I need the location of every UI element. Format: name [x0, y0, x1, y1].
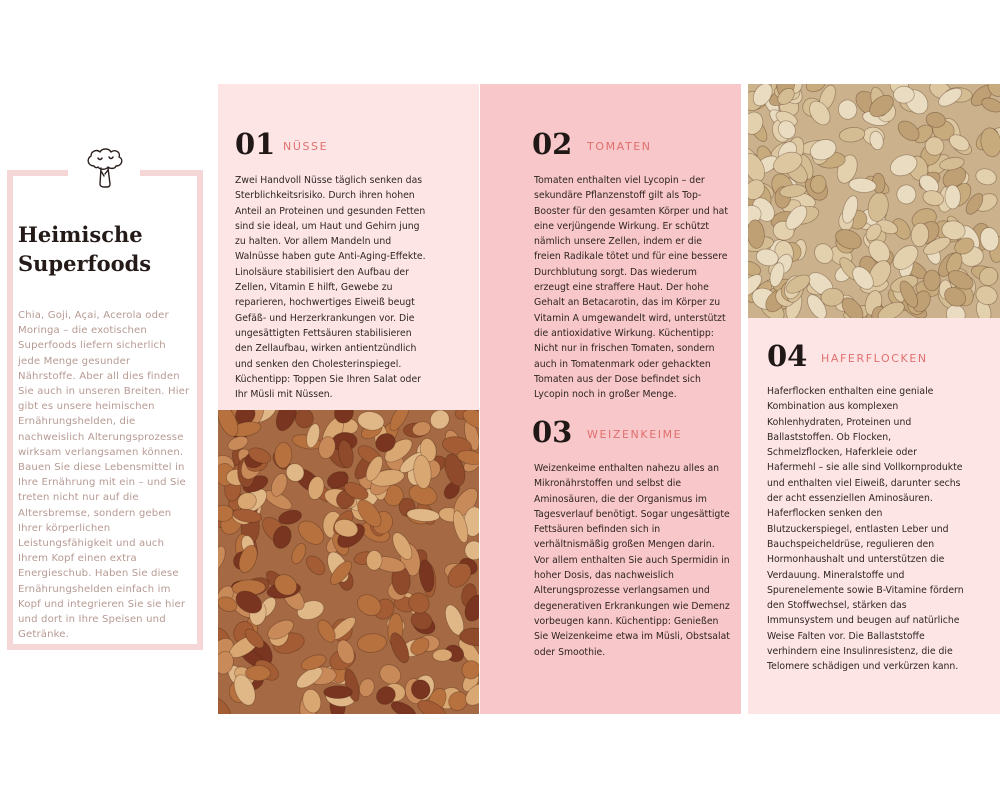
intro-title: [18, 220, 198, 278]
section-number: 02: [532, 127, 573, 161]
oat-flake-shape: [893, 86, 914, 103]
section-text: Tomaten enthalten viel Lycopin – der sekundäre Pflanzenstoff gilt als Top-Booster für den gesamten Körper und hat eine verjüngende Wirkung. Er schützt nämlich unsere Zellen, indem er die freien Radikale tötet und für eine bessere Durchblutung sorgt. Das wiederum erzeugt eine straffere Haut. Der hohe Gehalt an Betacarotin, das im Körper zu Vitamin A umgewandelt wird, unterstützt die antioxidative Wirkung. Küchentipp: Nicht nur in frischen Tomaten, sondern auch in Tomatenmark oder gehackten Tomaten aus der Dose befindet sich Lycopin noch in großer Menge.: [534, 175, 728, 401]
intro-text: Chia, Goji, Açai, Acerola oder Moringa – die exotischen Superfoods liefern sicherlich jede Menge gesunder Nährstoffe. Aber all dies finden Sie auch in unseren Breiten. Hier gibt es unsere heimischen Ernährungshelden, die nachweislich Alterungsprozesse wirksam verlangsamen können. Bauen Sie diese Lebensmittel in Ihre Ernährung mit ein – und Sie treten nicht nur auf die Altersbremse, sondern geben Ihrer körperlichen Leistungsfähigkeit und auch Ihrem Kopf einen extra Energieschub. Haben Sie diese Ernährungshelden einfach im Kopf und integrieren Sie sie hier und dort in Ihre Speisen und Getränke.: [18, 310, 190, 641]
nut-shape: [289, 541, 308, 566]
intro-icon-wrap: [68, 146, 140, 190]
oat-flake-shape: [945, 185, 961, 209]
oat-flake-shape: [839, 126, 866, 143]
nuts-photo-graphic: [218, 410, 479, 714]
oat-flake-shape: [924, 270, 940, 291]
nut-shape: [245, 665, 270, 681]
oat-flake-shape: [893, 181, 919, 207]
nut-shape: [356, 632, 387, 654]
nut-shape: [303, 552, 329, 578]
nuts-photo: [218, 410, 479, 714]
section-text: Zwei Handvoll Nüsse täglich senken das Sterblichkeitsrisiko. Durch ihren hohen Anteil an Proteinen und gesunden Fetten sind sie ideal, um Haut und Gehirn jung zu halten. Vor allem Mandeln und Walnüsse haben gute Anti-Aging-Effekte. Linolsäure stabilisiert den Aufbau der Zellen, Vitamin E hilft, Gewebe zu reparieren, hochwertiges Eiweiß beugt Gefäß- und Herzerkrankungen vor. Die ungesättigten Fettsäuren stabilisieren den Zellaufbau, wirken antientzündlich und senken den Cholesterinspiegel. Küchentipp: Toppen Sie Ihren Salat oder Ihr Müsli mit Nüssen.: [235, 175, 426, 401]
nut-shape: [218, 544, 228, 572]
section-number: 01: [235, 127, 276, 161]
section-heading: TOMATEN: [587, 140, 652, 153]
oats-photo-graphic: [748, 84, 1000, 318]
intro-title-line2: Superfoods: [18, 251, 152, 276]
oat-flake-shape: [974, 166, 998, 187]
section-number: 03: [532, 415, 573, 449]
nut-shape: [324, 686, 353, 699]
nut-shape: [418, 559, 436, 593]
broccoli-icon: [68, 146, 140, 190]
section-heading: NÜSSE: [283, 140, 329, 153]
section-text: Haferflocken enthalten eine geniale Kombination aus komplexen Kohlenhydraten, Proteinen und Ballaststoffen. Ob Flocken, Schmelzflocken, Haferkleie oder Hafermehl – sie alle sind Vollkornprodukte und enthalten viel Eiweiß, darunter sechs der acht essenziellen Aminosäuren. Haferflocken senken den Blutzuckerspiegel, entlasten Leber und Bauchspeicheldrüse, regulieren den Hormonhaushalt und unterstützen die Verdauung. Mineralstoffe und Spurenelemente sowie B-Vitamine fördern den Stoffwechsel, stärken das Immunsystem und beugen auf natürliche Weise Falten vor. Die Ballaststoffe verhindern eine Insulinresistenz, die die Telomere schädigen und verkürzen kann.: [767, 386, 964, 673]
intro-title-line1: Heimische: [18, 222, 143, 247]
section-text: Weizenkeime enthalten nahezu alles an Mikronährstoffen und selbst die Aminosäuren, die der Organismus im Tagesverlauf benötigt. Sogar ungesättigte Fettsäuren befinden sich in verhältnismäßig großen Mengen darin. Vor allem enthalten Sie auch Spermidin in hoher Dosis, das nachweislich Alterungsprozesse verlangsamen und degenerativen Erkrankungen wie Demenz vorbeugen kann. Küchentipp: Genießen Sie Weizenkeime etwa im Müsli, Obstsalat oder Smoothie.: [534, 463, 730, 658]
section-heading: HAFERFLOCKEN: [821, 352, 928, 365]
oat-flake-shape: [811, 240, 837, 267]
nut-shape: [357, 677, 377, 699]
oat-flake-shape: [836, 98, 859, 121]
section-heading: WEIZENKEIME: [587, 428, 683, 441]
section-number: 04: [767, 339, 808, 373]
oats-photo: [748, 84, 1000, 318]
